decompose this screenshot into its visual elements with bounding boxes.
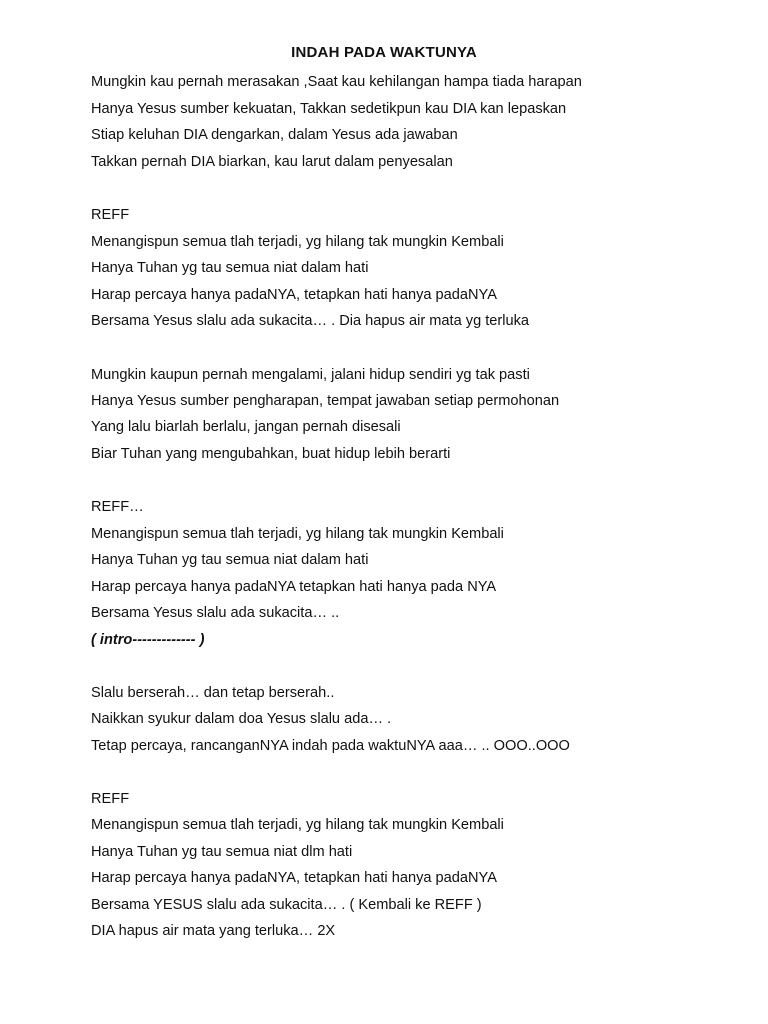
lyric-line: Hanya Yesus sumber kekuatan, Takkan sedetikpun kau DIA kan lepaskan [91,101,567,117]
intro-marker: ( intro------------- ) [91,632,205,648]
lyric-line: Yang lalu biarlah berlalu, jangan pernah disesali [91,419,401,435]
document-title: INDAH PADA WAKTUNYA [291,44,477,61]
lyric-line: Hanya Yesus sumber pengharapan, tempat jawaban setiap permohonan [91,393,560,409]
lyric-line: Hanya Tuhan yg tau semua niat dalam hati [91,260,369,276]
lyric-line: Mungkin kau pernah merasakan ,Saat kau kehilangan hampa tiada harapan [91,74,582,90]
lyric-line: Menangispun semua tlah terjadi, yg hilang tak mungkin Kembali [91,234,504,250]
lyric-line: Slalu berserah… dan tetap berserah.. [91,685,335,701]
lyric-line: Bersama Yesus slalu ada sukacita… . Dia hapus air mata yg terluka [91,313,530,329]
lyric-line: Menangispun semua tlah terjadi, yg hilang tak mungkin Kembali [91,526,504,542]
lyric-line: Tetap percaya, rancanganNYA indah pada waktuNYA aaa… .. OOO..OOO [91,738,570,754]
lyric-line: Takkan pernah DIA biarkan, kau larut dalam penyesalan [91,154,453,170]
section-label: REFF… [91,499,144,515]
lyric-line: Harap percaya hanya padaNYA, tetapkan hati hanya padaNYA [91,870,497,886]
section-label: REFF [91,791,130,807]
lyric-line: Hanya Tuhan yg tau semua niat dalam hati [91,552,369,568]
lyric-line: Stiap keluhan DIA dengarkan, dalam Yesus ada jawaban [91,127,458,143]
lyric-line: Biar Tuhan yang mengubahkan, buat hidup lebih berarti [91,446,451,462]
lyric-line: Naikkan syukur dalam doa Yesus slalu ada… . [91,711,392,727]
lyric-line: Hanya Tuhan yg tau semua niat dlm hati [91,844,353,860]
lyric-line: Bersama Yesus slalu ada sukacita… .. [91,605,340,621]
lyric-line: Menangispun semua tlah terjadi, yg hilang tak mungkin Kembali [91,817,504,833]
lyric-line: Harap percaya hanya padaNYA tetapkan hati hanya pada NYA [91,579,497,595]
lyric-line: Mungkin kaupun pernah mengalami, jalani hidup sendiri yg tak pasti [91,367,530,383]
lyric-line: Bersama YESUS slalu ada sukacita… . ( Kembali ke REFF ) [91,897,482,913]
section-label: REFF [91,207,130,223]
lyric-line: DIA hapus air mata yang terluka… 2X [91,923,336,939]
lyric-line: Harap percaya hanya padaNYA, tetapkan hati hanya padaNYA [91,287,497,303]
